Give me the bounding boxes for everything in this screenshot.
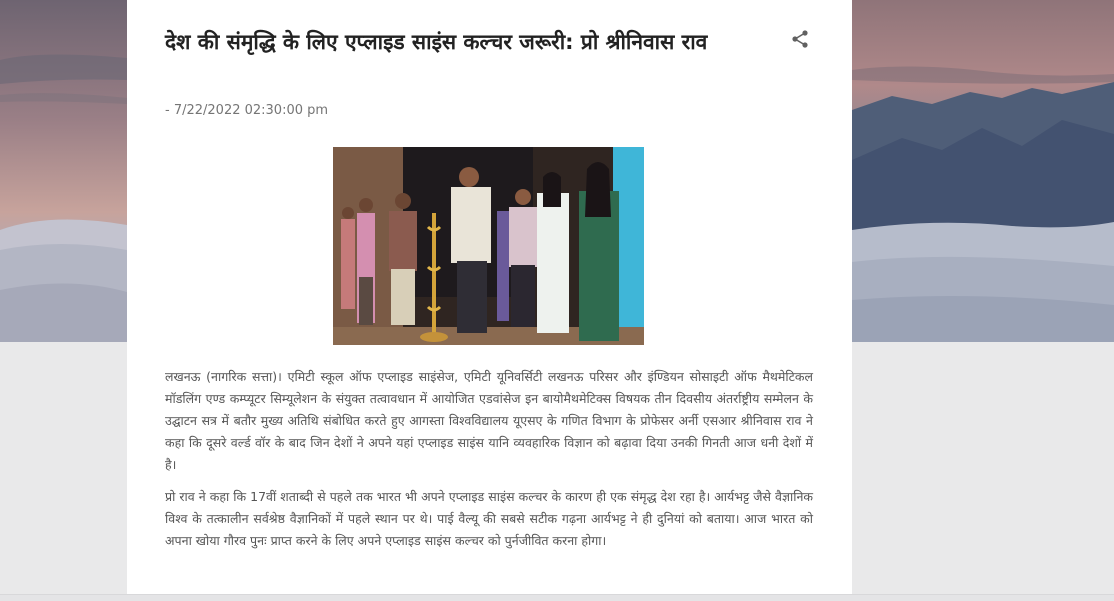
article-photo (333, 147, 644, 345)
article-body (165, 366, 813, 562)
background-image-right (852, 0, 1114, 342)
share-icon[interactable] (789, 28, 811, 50)
background-image-left (0, 0, 127, 342)
article-paragraph: प्रो राव ने कहा कि 17वीं शताब्दी से पहले तक भारत भी अपने एप्लाइड साइंस कल्चर के कारण ही एक संमृद्ध देश रहा है। आर्यभट्ट जैसे वैज्ञानिक विश्व के तत्कालीन सर्वश्रेष्ठ वैज्ञानिकों में पहले स्थान पर थे। पाई वैल्यू की सबसे सटीक गढ़ना आर्यभट्ट ने ही दुनियां को बताया। आज भारत को अपना खोया गौरव पुनः प्राप्त करने के लिए अपने एप्लाइड साइंस कल्चर को पुर्नजीवित करना होगा। (165, 489, 813, 548)
post-date: - 7/22/2022 02:30:00 pm (165, 103, 329, 118)
article-card (127, 0, 852, 600)
article-title: देश की संमृद्धि के लिए एप्लाइड साइंस कल्चर जरूरी: प्रो श्रीनिवास राव (165, 30, 708, 54)
article-paragraph: लखनऊ (नागरिक सत्ता)। एमिटी स्कूल ऑफ एप्लाइड साइंसेज, एमिटी यूनिवर्सिटी लखनऊ परिसर और इंण्डियन सोसाइटी ऑफ मैथमेटिकल मॉडलिंग एण्ड कम्प्यूटर सिम्यूलेशन के संयुक्त तत्वावधान में आयोजित एडवांसेज इन बायोमैथमेटिक्स विषयक तीन दिवसीय अंतर्राष्ट्रीय सम्मेलन के उद्घाटन सत्र में बतौर मुख्य अतिथि संबोधित करते हुए आगस्ता विश्वविद्यालय यूएसए के गणित विभाग के प्रोफेसर अर्नी एसआर श्रीनिवास राव ने कहा कि दूसरे वर्ल्ड वॉर के बाद जिन देशों ने अपने यहां एप्लाइड साइंस यानि व्यवहारिक विज्ञान को बढ़ावा दिया उनकी गिनती आज धनी देशों में है। (165, 369, 813, 472)
